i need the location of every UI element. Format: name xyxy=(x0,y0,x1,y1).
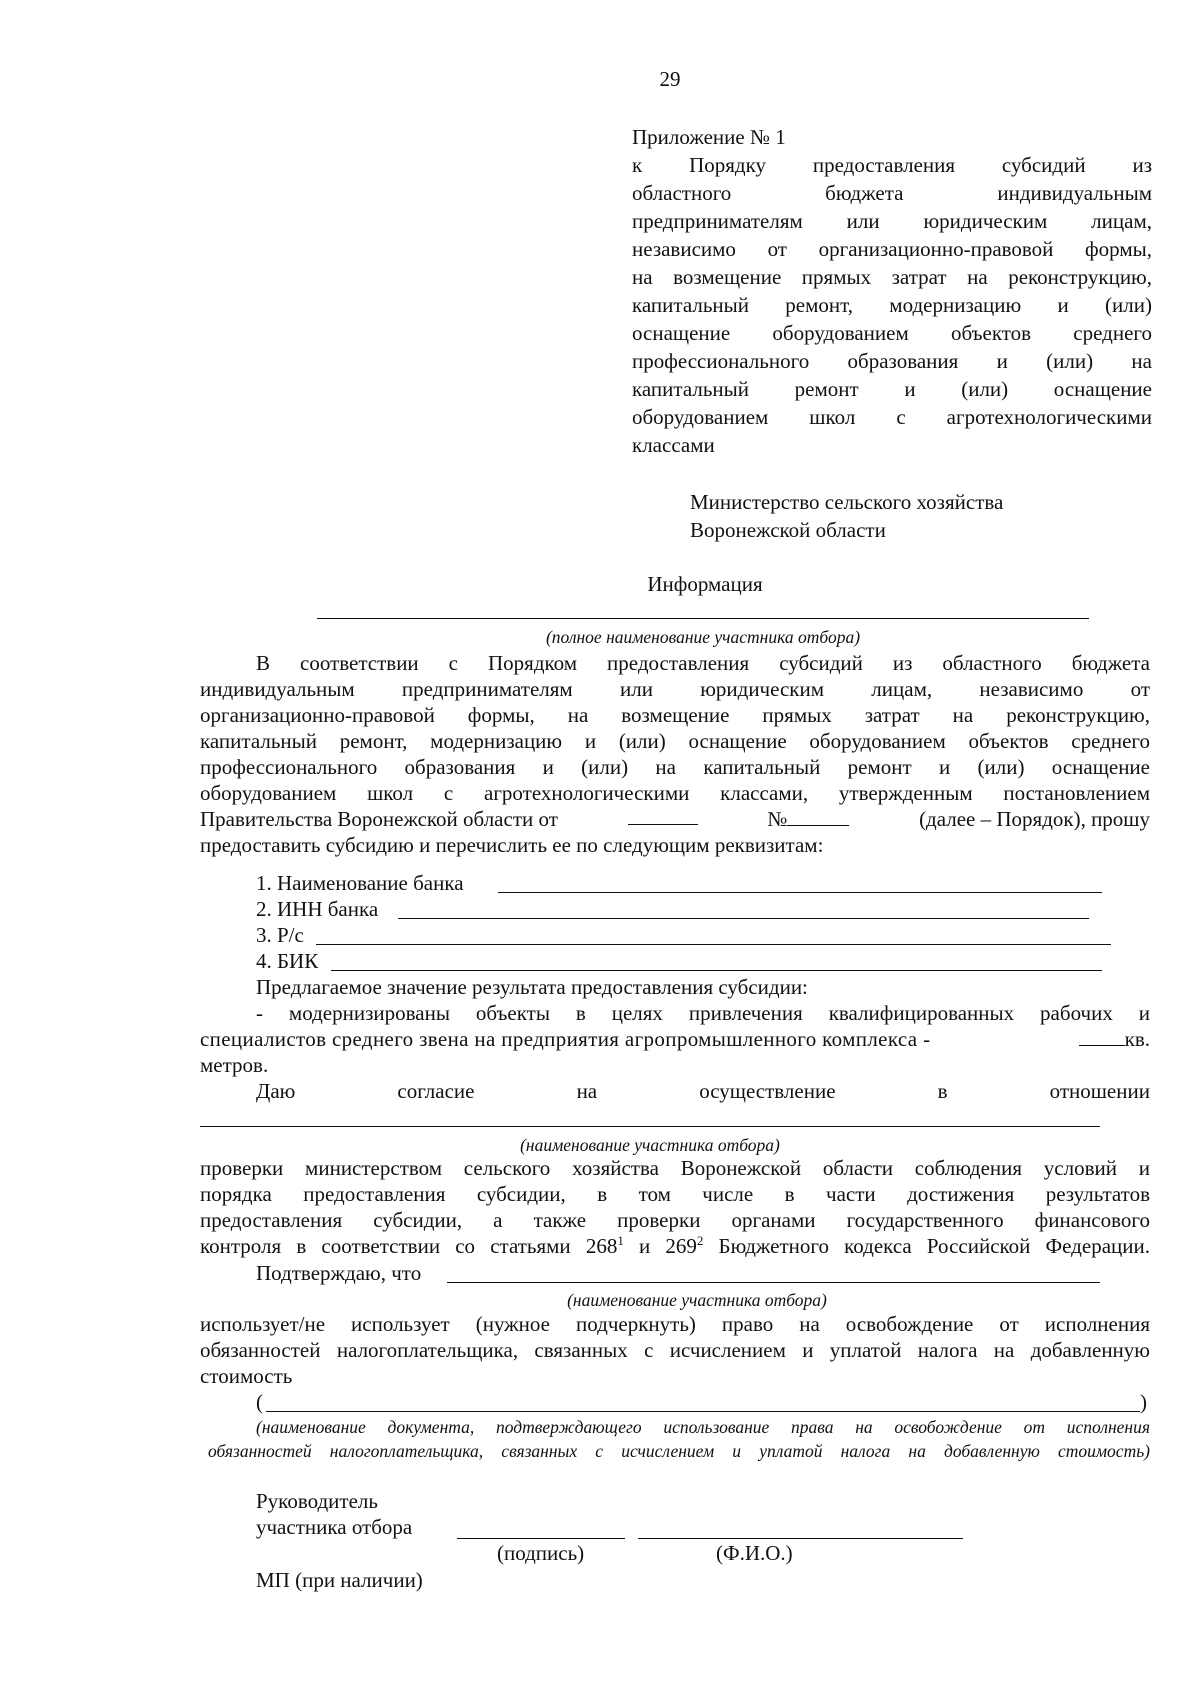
result-line-3: метров. xyxy=(200,1053,269,1077)
appendix-line: оборудованием школ с агротехнологическими xyxy=(632,405,1152,429)
consent-sup-2: 2 xyxy=(696,1233,704,1248)
appendix-line: к Порядку предоставления субсидий из xyxy=(632,153,1152,177)
full-name-line[interactable] xyxy=(638,1538,963,1539)
doc-paren-close: ) xyxy=(1140,1390,1147,1414)
consent-last-line xyxy=(200,1233,1150,1259)
request-line: В соответствии с Порядком предоставления субсидий из областного бюджета xyxy=(256,651,1150,675)
consent-word-3: на xyxy=(576,1079,598,1103)
appendix-line: областного бюджета индивидуальным xyxy=(632,181,1152,205)
consent-word-2: согласие xyxy=(397,1079,475,1103)
consent-last-b: и 269 xyxy=(623,1234,697,1258)
consent-paragraph xyxy=(200,1155,1150,1259)
request-line: индивидуальным предпринимателям или юридическим лицам, независимо от xyxy=(200,677,1150,701)
consent-lines xyxy=(200,1155,1150,1233)
bank-inn-input-line[interactable] xyxy=(398,918,1089,919)
consent-last-a: контроля в соответствии со статьями 268 xyxy=(200,1234,618,1258)
document-title: Информация xyxy=(647,572,763,596)
page-number: 29 xyxy=(659,67,681,91)
gov-number-sign: № xyxy=(767,807,788,831)
request-paragraph xyxy=(200,650,1150,858)
consent-line: порядка предоставления субсидии, в том числе в части достижения результатов xyxy=(200,1182,1150,1206)
gov-prefix: Правительства Воронежской области от xyxy=(200,807,558,831)
addressee xyxy=(690,489,1130,545)
signature-head-1: Руководитель xyxy=(256,1489,378,1513)
addressee-line-2: Воронежской области xyxy=(690,518,886,542)
confirm-line-3: стоимость xyxy=(200,1364,293,1388)
consent-word-5: в xyxy=(937,1079,948,1103)
consent-line: проверки министерством сельского хозяйства Воронежской области соблюдения условий и xyxy=(200,1156,1150,1180)
result-unit: кв. xyxy=(1124,1027,1150,1051)
result-line-2 xyxy=(200,1026,1150,1052)
bank-name-field-label: 1. Наименование банка xyxy=(256,871,464,895)
consent-sup-1: 1 xyxy=(617,1233,624,1248)
confirm-prefix: Подтверждаю, что xyxy=(256,1261,422,1285)
confirm-line-1: использует/не использует (нужное подчеркнуть) право на освобождение от исполнения xyxy=(200,1312,1150,1336)
stamp-label: МП (при наличии) xyxy=(256,1568,423,1592)
bik-input-line[interactable] xyxy=(331,970,1102,971)
consent-last-c: Бюджетного кодекса Российской Федерации. xyxy=(703,1234,1150,1258)
account-input-line[interactable] xyxy=(316,944,1111,945)
confirm-line-2: обязанностей налогоплательщика, связанных с исчислением и уплатой налога на добавленную xyxy=(200,1338,1150,1362)
consent-line xyxy=(256,1078,1150,1104)
signature-caption: (подпись) xyxy=(497,1541,585,1565)
confirm-participant-line[interactable] xyxy=(447,1282,1100,1283)
result-value-blank xyxy=(1079,1027,1125,1046)
consent-word-6: отношении xyxy=(1049,1079,1150,1103)
signature-line[interactable] xyxy=(457,1538,625,1539)
result-line-1: - модернизированы объекты в целях привлечения квалифицированных рабочих и xyxy=(256,1001,1150,1025)
request-line: профессионального образования и (или) на капитальный ремонт и (или) оснащение xyxy=(200,755,1150,779)
consent-caption: (наименование участника отбора) xyxy=(520,1135,780,1155)
request-line: капитальный ремонт, модернизацию и (или) оснащение оборудованием объектов среднего xyxy=(200,729,1150,753)
appendix-line: капитальный ремонт и (или) оснащение xyxy=(632,377,1152,401)
consent-line: предоставления субсидии, а также проверки органами государственного финансового xyxy=(200,1208,1150,1232)
gov-number-blank xyxy=(787,807,849,826)
request-lines xyxy=(200,650,1150,806)
appendix-title: Приложение № 1 xyxy=(632,125,786,149)
consent-word-1: Даю xyxy=(256,1079,296,1103)
bank-name-input-line[interactable] xyxy=(498,892,1102,893)
signature-head-2: участника отбора xyxy=(256,1515,413,1539)
appendix-block xyxy=(632,124,1152,460)
consent-participant-line[interactable] xyxy=(200,1126,1100,1127)
result-line-2-prefix: специалистов среднего звена на предприятия агропромышленного комплекса - xyxy=(200,1027,931,1051)
gov-suffix: (далее – Порядок), прошу xyxy=(919,807,1150,831)
gov-number-group xyxy=(767,806,849,832)
request-line: оборудованием школ с агротехнологическими классами, утвержденным постановлением xyxy=(200,781,1150,805)
request-line: организационно-правовой формы, на возмещение прямых затрат на реконструкцию, xyxy=(200,703,1150,727)
exemption-document-line[interactable] xyxy=(266,1411,1140,1412)
appendix-line: независимо от организационно-правовой формы, xyxy=(632,237,1152,261)
result-heading: Предлагаемое значение результата предоставления субсидии: xyxy=(256,975,808,999)
appendix-line: оснащение оборудованием объектов среднего xyxy=(632,321,1152,345)
confirm-caption: (наименование участника отбора) xyxy=(567,1290,827,1310)
bik-field-label: 4. БИК xyxy=(256,949,319,973)
appendix-last-line: классами xyxy=(632,433,715,457)
doc-caption-2: обязанностей налогоплательщика, связанных с исчислением и уплатой налога на добавленную стоимость) xyxy=(208,1441,1150,1461)
doc-caption-1: (наименование документа, подтверждающего использование права на освобождение от исполнения xyxy=(256,1417,1150,1437)
addressee-line-1: Министерство сельского хозяйства xyxy=(690,490,1004,514)
consent-word-4: осуществление xyxy=(699,1079,836,1103)
result-value-group xyxy=(1079,1026,1150,1052)
appendix-line: профессионального образования и (или) на xyxy=(632,349,1152,373)
appendix-line: капитальный ремонт, модернизацию и (или) xyxy=(632,293,1152,317)
doc-paren-open: ( xyxy=(256,1390,263,1414)
appendix-line: предпринимателям или юридическим лицам, xyxy=(632,209,1152,233)
participant-name-line xyxy=(317,618,1089,619)
participant-caption: (полное наименование участника отбора) xyxy=(545,627,861,647)
full-name-caption: (Ф.И.О.) xyxy=(716,1541,793,1565)
government-resolution-line xyxy=(200,806,1150,832)
bank-inn-field-label: 2. ИНН банка xyxy=(256,897,379,921)
appendix-text xyxy=(632,152,1152,432)
account-field-label: 3. Р/с xyxy=(256,923,304,947)
gov-date-blank xyxy=(628,806,698,825)
request-last-line: предоставить субсидию и перечислить ее по следующим реквизитам: xyxy=(200,833,824,857)
appendix-line: на возмещение прямых затрат на реконструкцию, xyxy=(632,265,1152,289)
